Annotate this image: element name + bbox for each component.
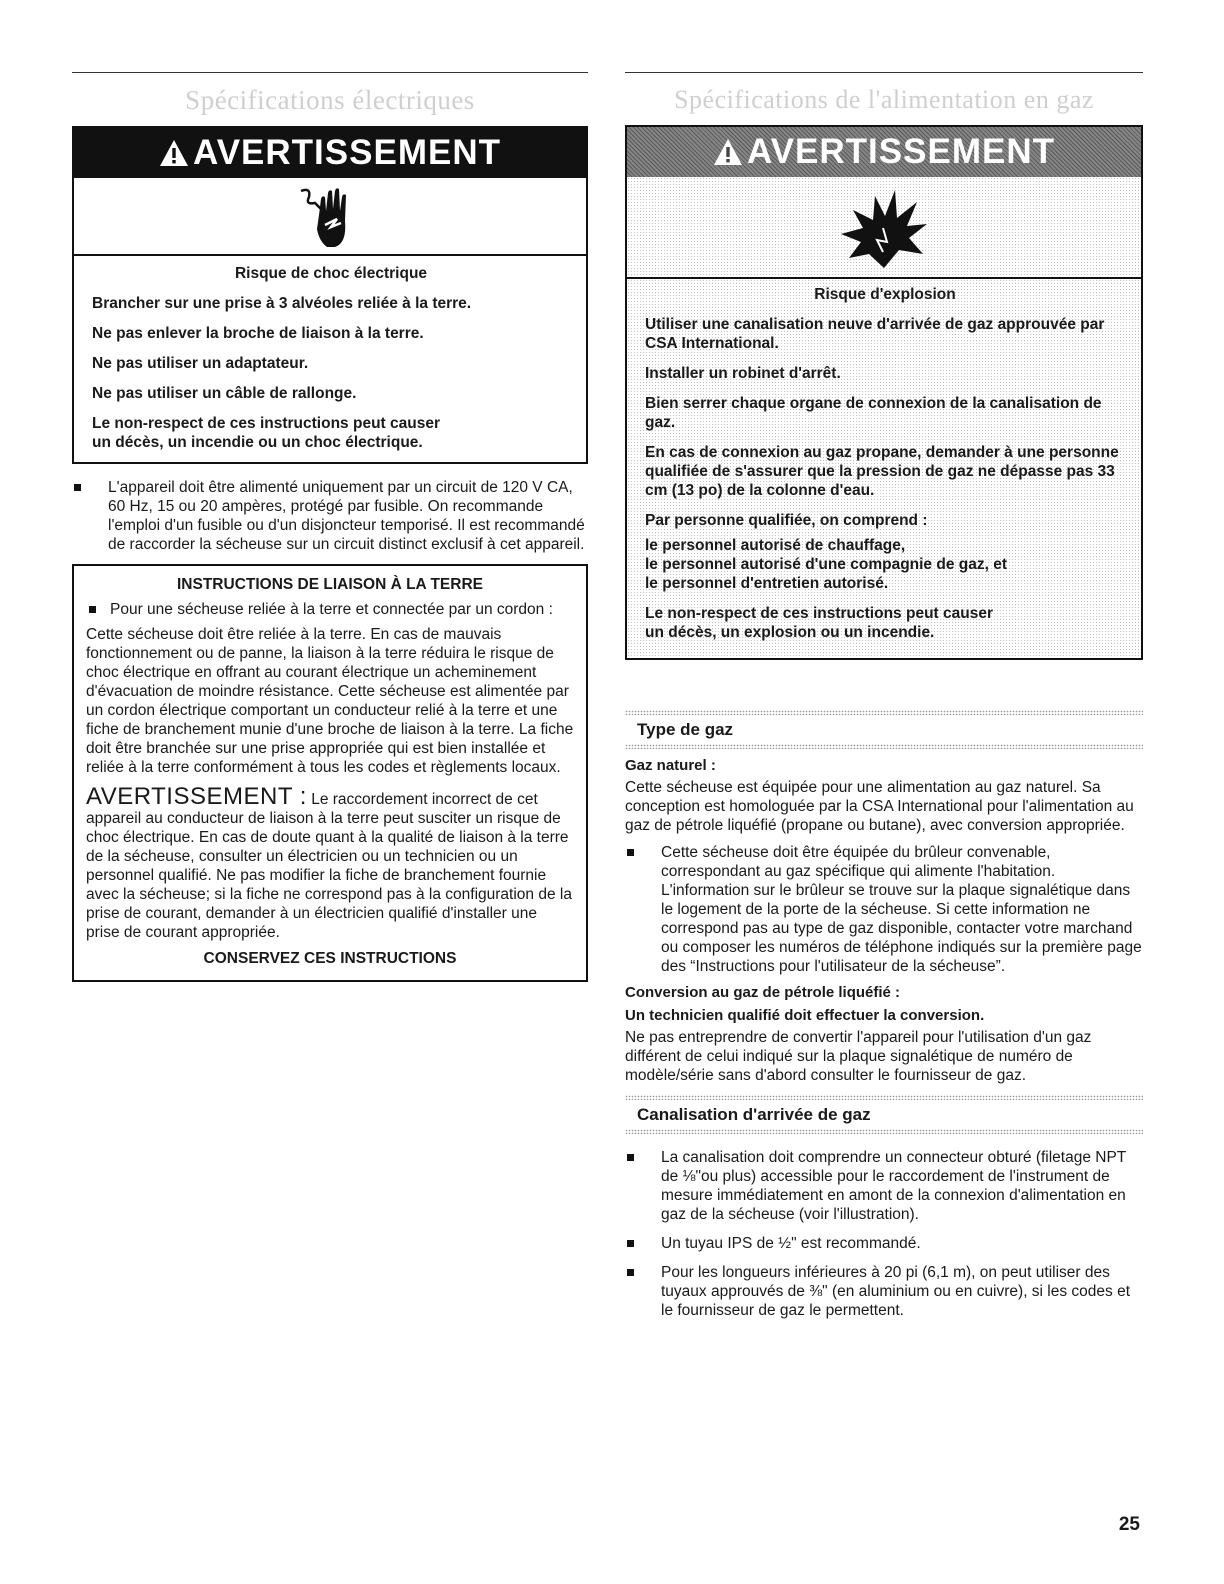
warning-title: Risque d'explosion (814, 286, 956, 303)
warning-line: le personnel autorisé d'une compagnie de gaz, et (645, 556, 1007, 573)
warning-header (74, 128, 586, 178)
list-item (625, 1234, 1143, 1253)
lp-conversion-text: Ne pas entreprendre de convertir l'appareil pour l'utilisation d'un gaz différent de celui indiqué sur la plaque signalétique de numéro de modèle/série sans d'abord consulter le fournisseur de gaz. (625, 1029, 1092, 1084)
section-rule (625, 72, 1143, 73)
bullet-square-icon (627, 849, 634, 856)
page-number: 25 (1118, 1514, 1140, 1535)
grounding-paragraph: Cette sécheuse doit être reliée à la terre. En cas de mauvais fonctionnement ou de panne, la liaison à la terre réduira le risque de choc électrique en offrant au courant électrique un acheminement d'évacuation de moindre résistance. Cette sécheuse est alimentée par un cordon électrique comportant un conducteur relié à la terre et une fiche de branchement munie d'une broche de liaison à la terre. La fiche doit être branchée sur une prise appropriée qui est bien installée et reliée à la terre conformément à tous les codes et règlements locaux. (86, 626, 574, 776)
supply-line-bullet-list (625, 1148, 1143, 1320)
conserve-instructions: CONSERVEZ CES INSTRUCTIONS (203, 950, 457, 967)
list-item-text: La canalisation doit comprendre un connecteur obturé (filetage NPT de ⅛"ou plus) accessible pour le raccordement de l'instrument de mesure immédiatement en amont de la connexion d'alimentation en gaz de la sécheuse (voir l'illustration). (661, 1149, 1126, 1223)
list-item-text: L'appareil doit être alimenté uniquement par un circuit de 120 V CA, 60 Hz, 15 ou 20 ampères, protégé par fusible. On recommande l'emploi d'un fusible ou d'un disjoncteur temporisé. Il est recommandé de raccorder la sécheuse sur un circuit distinct exclusif à cet appareil. (108, 479, 585, 553)
bullet-square-icon (89, 606, 96, 613)
section-title: Spécifications de l'alimentation en gaz (674, 85, 1094, 114)
warning-header (627, 127, 1141, 177)
warning-line: Brancher sur une prise à 3 alvéoles reliée à la terre. (92, 295, 472, 312)
bullet-square-icon (627, 1154, 634, 1161)
lp-conversion-label: Conversion au gaz de pétrole liquéfié : (625, 984, 901, 1001)
list-item (72, 478, 588, 554)
warning-line: En cas de connexion au gaz propane, demander à une personne qualifiée de s'assurer que la pression de gaz ne dépasse pas 33 cm (13 po) de la colonne d'eau. (645, 444, 1119, 499)
warning-line: Le non-respect de ces instructions peut causer (645, 605, 993, 622)
warning-title: Risque de choc électrique (234, 265, 428, 282)
warning-line: Ne pas utiliser un adaptateur. (92, 355, 309, 372)
warning-line: le personnel d'entretien autorisé. (645, 575, 889, 592)
warning-line: un décès, un incendie ou un choc électrique. (92, 434, 423, 451)
natural-gas-text: Cette sécheuse est équipée pour une alimentation au gaz naturel. Sa conception est homologuée par la CSA International pour l'alimentation au gaz de pétrole liquéfié (propane ou butane), avec conversion appropriée. (625, 779, 1134, 834)
list-item (625, 1263, 1143, 1320)
warning-text (74, 256, 586, 462)
warning-header-label: AVERTISSEMENT (193, 133, 501, 172)
warning-header-label: AVERTISSEMENT (747, 132, 1055, 171)
warning-text (627, 279, 1141, 658)
section-rule (72, 72, 588, 73)
explosion-icon (839, 184, 929, 270)
gas-type-bullet-list (625, 843, 1143, 976)
electric-shock-hand-icon (295, 181, 365, 251)
warning-line: Ne pas enlever la broche de liaison à la terre. (92, 325, 424, 342)
grounding-title: INSTRUCTIONS DE LIAISON À LA TERRE (177, 576, 483, 593)
explosion-icon-row (627, 177, 1141, 279)
natural-gas-label: Gaz naturel : (625, 757, 716, 774)
grounding-warning (86, 783, 574, 942)
grounding-bullet-text: Pour une sécheuse reliée à la terre et connectée par un cordon : (110, 601, 553, 618)
grounding-warning-text: Le raccordement incorrect de cet appareil au conducteur de liaison à la terre peut susciter un risque de choc électrique. En cas de doute quant à la qualité de liaison à la terre de la sécheuse, consulter un électricien ou un technicien ou un personnel qualifié. Ne pas modifier la fiche de branchement fournie avec la sécheuse; si la fiche ne correspond pas à la configuration de la prise de courant, demander à un électricien qualifié d'installer une prise de courant appropriée. (86, 791, 572, 941)
warning-line: Bien serrer chaque organe de connexion de la canalisation de gaz. (645, 395, 1102, 431)
gas-section (625, 72, 1143, 1330)
warning-line: Le non-respect de ces instructions peut causer (92, 415, 440, 432)
gas-warning-box (625, 125, 1143, 660)
electrical-bullet-list (72, 478, 588, 554)
grounding-instructions-box (72, 564, 588, 982)
grounding-warning-word: AVERTISSEMENT : (86, 783, 307, 810)
warning-line: le personnel autorisé de chauffage, (645, 537, 906, 554)
subsection-rule (625, 1129, 1143, 1134)
warning-line: Par personne qualifiée, on comprend : (645, 512, 928, 529)
list-item (625, 843, 1143, 976)
section-title: Spécifications électriques (185, 85, 475, 115)
list-item (625, 1148, 1143, 1224)
warning-line: un décès, un explosion ou un incendie. (645, 624, 935, 641)
electrical-warning-box (72, 126, 588, 464)
electrical-section (72, 72, 588, 982)
bullet-square-icon (627, 1240, 634, 1247)
warning-triangle-icon (159, 139, 189, 167)
gas-type-heading: Type de gaz (637, 720, 734, 739)
list-item-text: Cette sécheuse doit être équipée du brûleur convenable, correspondant au gaz spécifique qui alimente l'habitation. L'information sur le brûleur se trouve sur la plaque signalétique dans le logement de la porte de la sécheuse. Si cette information ne correspond pas au type de gaz disponible, contacter votre marchand ou composer les numéros de téléphone indiqués sur la première page des “Instructions pour l'utilisateur de la sécheuse”. (661, 844, 1142, 975)
warning-line: Utiliser une canalisation neuve d'arrivée de gaz approuvée par CSA International. (645, 316, 1105, 352)
list-item-text: Pour les longueurs inférieures à 20 pi (6,1 m), on peut utiliser des tuyaux approuvés de ⅜" (en aluminium ou en cuivre), si les codes et le fournisseur de gaz le permettent. (661, 1264, 1131, 1319)
warning-line: Ne pas utiliser un câble de rallonge. (92, 385, 357, 402)
grounding-bullet (86, 600, 574, 619)
subsection-rule (625, 744, 1143, 749)
list-item-text: Un tuyau IPS de ½" est recommandé. (661, 1235, 921, 1252)
warning-body (627, 177, 1141, 658)
electric-shock-icon-row (74, 178, 586, 256)
bullet-square-icon (627, 1269, 634, 1276)
warning-line: Installer un robinet d'arrêt. (645, 365, 841, 382)
supply-line-heading: Canalisation d'arrivée de gaz (637, 1105, 871, 1124)
bullet-square-icon (74, 484, 81, 491)
warning-triangle-icon (713, 138, 743, 166)
lp-technician-label: Un technicien qualifié doit effectuer la conversion. (625, 1007, 985, 1024)
